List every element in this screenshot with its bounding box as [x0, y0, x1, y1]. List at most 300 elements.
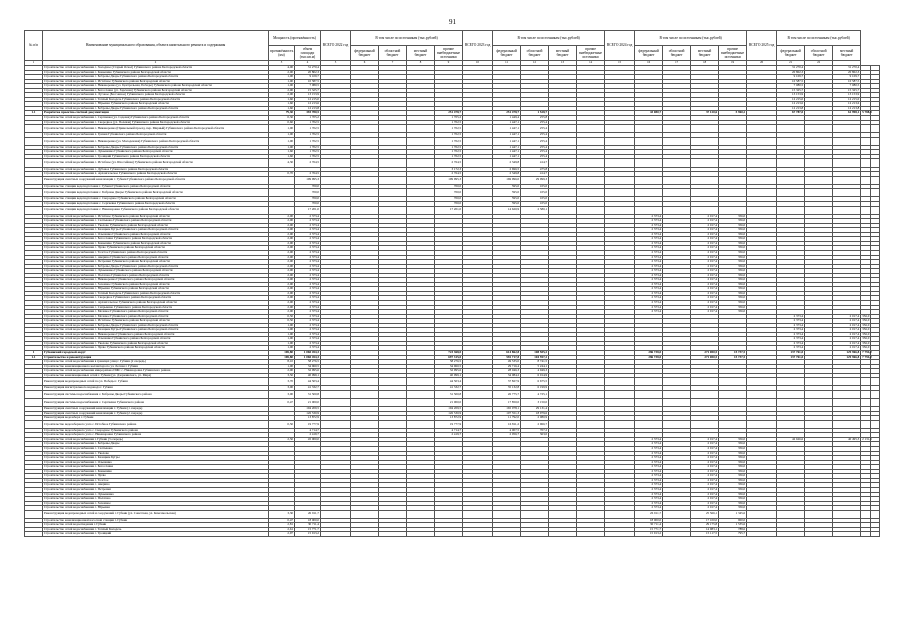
amount-cell: 414,7 — [521, 159, 549, 167]
amount-cell: 4 007,5 — [493, 428, 521, 433]
amount-cell — [805, 159, 833, 167]
object-name: Строительство водозаборного узла с. Никаноровка Губкинского района — [43, 433, 269, 438]
amount-cell: 19 777,9 — [435, 420, 463, 428]
amount-cell — [663, 137, 691, 145]
amount-cell — [719, 176, 747, 184]
amount-cell — [605, 532, 635, 537]
amount-cell: 2 017,4 — [691, 300, 719, 305]
amount-cell: 595,0 — [493, 189, 521, 197]
amount-cell: 49 535,0 — [493, 360, 521, 365]
amount-cell — [605, 206, 635, 214]
amount-cell — [691, 137, 719, 145]
amount-cell — [321, 159, 351, 167]
amount-cell — [805, 137, 833, 145]
amount-cell: 356,0 — [719, 223, 747, 228]
amount-cell: 15 117,5 — [691, 532, 719, 537]
amount-cell — [321, 378, 351, 386]
capacity-area: 30 711,4 — [295, 523, 321, 528]
capacity-area: 2 373,4 — [295, 228, 321, 233]
amount-cell — [605, 159, 635, 167]
header-incl-c: В том числе по источникам (тыс.рублей) — [635, 31, 747, 46]
amount-cell — [777, 137, 805, 145]
amount-cell: 2 017,4 — [691, 442, 719, 447]
amount-cell — [463, 399, 493, 407]
capacity-km: 2,61 — [269, 527, 295, 532]
row-number — [25, 137, 43, 145]
amount-cell: 194 209,5 — [435, 407, 463, 412]
capacity-km: 1,00 — [269, 145, 295, 150]
amount-cell: 356,0 — [719, 465, 747, 470]
amount-cell: 356,0 — [719, 296, 747, 301]
amount-cell — [870, 510, 879, 518]
amount-cell — [805, 420, 833, 428]
capacity-area: 2 373,4 — [295, 250, 321, 255]
amount-cell — [870, 420, 879, 428]
header-src-loc: местный бюджет — [407, 46, 435, 61]
capacity-km: 1,00 — [269, 337, 295, 342]
amount-cell: 2 373,4 — [635, 287, 663, 292]
capacity-km: 0,47 — [269, 399, 295, 407]
amount-cell: 2 017,4 — [691, 506, 719, 511]
capacity-km: 2,00 — [269, 232, 295, 237]
capacity-area: 19 777,9 — [295, 420, 321, 428]
amount-cell: 251 478,7 — [435, 111, 463, 116]
table-row — [25, 532, 880, 537]
amount-cell — [719, 390, 747, 398]
capacity-area: 2 373,4 — [295, 241, 321, 246]
amount-cell — [549, 532, 577, 537]
amount-cell — [463, 176, 493, 184]
amount-cell: 2 373,4 — [635, 296, 663, 301]
amount-cell: 2 017,4 — [691, 269, 719, 274]
amount-cell: 21 000,0 — [435, 399, 463, 407]
amount-cell: 2 017,4 — [691, 437, 719, 442]
amount-cell — [691, 420, 719, 428]
amount-cell — [719, 137, 747, 145]
object-name: Строительство сетей водоснабжения с. Ольшанка — [43, 460, 269, 465]
amount-cell — [747, 390, 777, 398]
object-name: Реконструкция очистных сооружений канализации г. Губкин (1 очередь) — [43, 407, 269, 412]
object-name: Строительство сетей водоснабжения с. Бобровы Дворы Губкинского района Белгородской области — [43, 145, 269, 150]
amount-cell — [577, 125, 605, 133]
amount-cell — [463, 125, 493, 133]
capacity-area: 2 373,4 — [295, 300, 321, 305]
amount-cell: 255,4 — [521, 145, 549, 150]
capacity-area: 1 702,5 — [295, 120, 321, 125]
amount-cell: 356,0 — [719, 487, 747, 492]
amount-cell: 356,0 — [719, 474, 747, 479]
amount-cell — [691, 399, 719, 407]
amount-cell: 271 000,5 — [691, 351, 719, 356]
amount-cell — [549, 159, 577, 167]
header-total-b: ВСЕГО 2023 год — [463, 31, 493, 61]
amount-cell: 2 373,4 — [635, 460, 663, 465]
amount-cell: 356,0 — [719, 456, 747, 461]
amount-cell: 42 626,6 — [777, 437, 805, 442]
amount-cell: 2 373,4 — [635, 305, 663, 310]
capacity-area: 700,0 — [295, 189, 321, 197]
amount-cell: 356,0 — [719, 255, 747, 260]
capacity-area: 15 771,7 — [295, 527, 321, 532]
object-name: Строительство канализационных сетей г. Губкин (ул. Дзержинского, ул. Мира) — [43, 373, 269, 378]
amount-cell: 4 714,7 — [435, 428, 463, 433]
amount-cell: 17 100,0 — [691, 518, 719, 523]
capacity-km: 1,60 — [269, 154, 295, 159]
amount-cell: 900,0 — [719, 518, 747, 523]
object-name: Строительство сетей водоснабжения с. Коньшино Губкинского района Белгородской области — [43, 241, 269, 246]
amount-cell: 129 966,8 — [833, 351, 861, 356]
amount-cell: 255,4 — [521, 120, 549, 125]
amount-cell — [663, 510, 691, 518]
amount-cell: 2 017,4 — [691, 469, 719, 474]
amount-cell: 2 373,4 — [777, 346, 805, 351]
amount-cell: 105,0 — [521, 197, 549, 202]
amount-cell — [747, 159, 777, 167]
amount-cell — [777, 420, 805, 428]
amount-cell — [407, 125, 435, 133]
column-number: 7 — [379, 61, 407, 66]
capacity-km: 2,00 — [269, 237, 295, 242]
amount-cell — [747, 510, 777, 518]
amount-cell: 356,0 — [719, 269, 747, 274]
amount-cell: 2 373,4 — [635, 451, 663, 456]
amount-cell — [805, 125, 833, 133]
row-number — [25, 399, 43, 407]
amount-cell — [379, 532, 407, 537]
amount-cell — [691, 206, 719, 214]
capacity-km: 2,00 — [269, 273, 295, 278]
amount-cell — [777, 189, 805, 197]
amount-cell — [379, 399, 407, 407]
amount-cell — [635, 189, 663, 197]
capacity-area: 2 373,4 — [295, 260, 321, 265]
amount-cell — [435, 510, 463, 518]
amount-cell: 2 131,3 — [862, 436, 872, 441]
amount-cell: 40 099,1 — [435, 373, 463, 378]
object-name: Строительство сетей водоснабжения с. Теплый Колодезь Губкинского района Белгородской области — [43, 97, 269, 102]
capacity-km: 0,30 — [269, 116, 295, 121]
object-name: Строительство сетей водоснабжения с. Сапрыкино Губкинского района Белгородской области — [43, 305, 269, 310]
amount-cell — [463, 378, 493, 386]
capacity-km: 2,81 — [269, 523, 295, 528]
amount-cell: 2 373,4 — [635, 291, 663, 296]
amount-cell — [435, 532, 463, 537]
capacity-area: 2 373,4 — [295, 214, 321, 219]
amount-cell — [691, 159, 719, 167]
object-name: Строительство канализационного коллектора по ул. Лесная г. Губкин — [43, 364, 269, 369]
amount-cell: 2 017,4 — [691, 255, 719, 260]
amount-cell — [747, 206, 777, 214]
header-capacity-km: протяжённость (км) — [269, 46, 295, 61]
amount-cell — [379, 510, 407, 518]
amount-cell: 1 702,5 — [435, 154, 463, 159]
amount-cell: 2 764,5 — [435, 172, 463, 177]
object-name: Строительство сетей водоснабжения с. Теплый Колодезь — [43, 527, 269, 532]
amount-cell — [833, 510, 861, 518]
amount-cell: 356,0 — [719, 451, 747, 456]
object-name: Строительство сетей водоснабжения с. Бобровы Дворы Губкинского района Белгородской области — [43, 106, 269, 111]
amount-cell: 104 597,2 — [521, 355, 549, 360]
amount-cell — [663, 206, 691, 214]
amount-cell: 25 566,1 — [691, 510, 719, 518]
object-name: Строительство сетей водоснабжения с. Мелавое Губкинского района Белгородской области — [43, 310, 269, 315]
amount-cell: 2 373,4 — [635, 310, 663, 315]
header-total-c: ВСЕГО 2024 год — [605, 31, 635, 61]
amount-cell: 40 495,3 — [833, 437, 861, 442]
amount-cell: 614 862,8 — [493, 351, 521, 356]
amount-cell: 356,0 — [719, 287, 747, 292]
amount-cell — [379, 159, 407, 167]
amount-cell — [379, 125, 407, 133]
amount-cell — [321, 176, 351, 184]
amount-cell: 1 345,6 — [719, 510, 747, 518]
amount-cell: 107 551,3 — [493, 411, 521, 416]
column-number: 10 — [463, 61, 493, 66]
capacity-area: 45 000,0 — [295, 437, 321, 442]
amount-cell: 356,0 — [862, 336, 870, 341]
amount-cell: 29 175,8 — [691, 523, 719, 528]
object-name: Строительство сетей водоснабжения с. Чуево Губкинского района Белгородской области — [43, 346, 269, 351]
amount-cell: 1 447,1 — [493, 154, 521, 159]
amount-cell: 41 332,7 — [435, 386, 463, 391]
row-number — [25, 176, 43, 184]
object-name: Строительство сетей водоснабжения с. Уколово Губкинского района Белгородской области — [43, 223, 269, 228]
amount-cell — [351, 176, 379, 184]
capacity-area: 2 373,4 — [295, 273, 321, 278]
object-name: Реконструкция системы водоснабжения с. Бобровы Дворы Губкинского района — [43, 390, 269, 398]
header-src-fed: федеральный бюджет — [777, 46, 805, 61]
header-src-loc: местный бюджет — [549, 46, 577, 61]
amount-cell: 4 725,1 — [521, 390, 549, 398]
amount-cell: 700,0 — [435, 197, 463, 202]
amount-cell: 2 017,4 — [691, 483, 719, 488]
object-name: Строительство канализационной насосной станции г. Губкин — [43, 518, 269, 523]
table-header — [25, 31, 880, 66]
capacity-km: 2,00 — [269, 282, 295, 287]
object-name: Строительство сетей водоснабжения с. Уколово Губкинского района Белгородской области — [43, 341, 269, 346]
amount-cell: 16 811,2 — [493, 420, 521, 428]
capacity-area: 1 702,5 — [295, 154, 321, 159]
amount-cell: 1 447,1 — [493, 120, 521, 125]
amount-cell: 356,0 — [719, 214, 747, 219]
amount-cell: 2 017,4 — [833, 341, 861, 346]
amount-cell — [663, 532, 691, 537]
object-name: Строительство сетей водоснабжения микрорайона ИЖС с. Никаноровка Губкинского района — [43, 369, 269, 374]
capacity-area: 2 764,5 — [295, 159, 321, 167]
amount-cell: 2 017,4 — [691, 219, 719, 224]
object-name: Строительство сетей водоснабжения с. Ольшанка Губкинского района Белгородской области — [43, 232, 269, 237]
amount-cell: 2 017,4 — [691, 282, 719, 287]
amount-cell — [351, 532, 379, 537]
capacity-km: 2,00 — [269, 305, 295, 310]
amount-cell — [549, 390, 577, 398]
amount-cell — [351, 378, 379, 386]
amount-cell — [777, 176, 805, 184]
amount-cell — [605, 378, 635, 386]
amount-cell: 2 373,4 — [777, 332, 805, 337]
amount-cell — [577, 420, 605, 428]
amount-cell: 2 373,4 — [635, 273, 663, 278]
capacity-km: 1,00 — [269, 332, 295, 337]
capacity-km: 1,60 — [269, 102, 295, 107]
column-number: 8 — [407, 61, 435, 66]
header-capacity: Мощность (протяжённость) — [269, 31, 321, 46]
amount-cell — [407, 399, 435, 407]
amount-cell — [407, 189, 435, 197]
amount-cell — [577, 378, 605, 386]
amount-cell: 2 373,4 — [635, 214, 663, 219]
amount-cell: 356,0 — [719, 237, 747, 242]
amount-cell — [805, 206, 833, 214]
amount-cell: 2 373,4 — [777, 328, 805, 333]
object-name: Строительство станции водоподготовки с. Никаноровка Губкинского района Белгородской области — [43, 206, 269, 214]
amount-cell: 2 017,4 — [691, 237, 719, 242]
amount-cell: 595,0 — [493, 201, 521, 206]
object-name: Строительство сетей водоснабжения с. Богословка — [43, 465, 269, 470]
object-name: Строительство и реконструкция — [43, 355, 269, 360]
amount-cell: 18 000,0 — [635, 518, 663, 523]
object-name: Строительство сетей водоснабжения с. Бобровы Дворы Губкинского района Белгородской области — [43, 75, 269, 80]
object-name: Строительство сетей водоснабжения с. Ольшанка Губкинского района Белгородской области — [43, 337, 269, 342]
capacity-km: 1,60 — [269, 97, 295, 102]
amount-cell: 592 717,8 — [493, 355, 521, 360]
amount-cell: 1 702,5 — [435, 133, 463, 138]
amount-cell — [635, 378, 663, 386]
object-name: Строительство сетей водоснабжения с. Истобное Губкинского района Белгородской области — [43, 319, 269, 324]
amount-cell — [379, 378, 407, 386]
amount-cell: 2 373,4 — [635, 260, 663, 265]
amount-cell: 356,0 — [862, 327, 870, 332]
capacity-area: 2 373,4 — [295, 341, 321, 346]
amount-cell: 14 983,1 — [691, 527, 719, 532]
amount-cell: 2 349,8 — [493, 159, 521, 167]
amount-cell: 356,0 — [719, 469, 747, 474]
capacity-km: 0,47 — [269, 518, 295, 523]
amount-cell: 2 017,4 — [691, 310, 719, 315]
object-name: Строительство сетей водоснабжения с. Юрьевка Губкинского района Белгородской области — [43, 102, 269, 107]
amount-cell — [351, 399, 379, 407]
amount-cell: 356,0 — [862, 313, 870, 318]
amount-cell: 356,0 — [719, 300, 747, 305]
amount-cell: 2 373,4 — [635, 264, 663, 269]
capacity-km: 2,00 — [269, 269, 295, 274]
capacity-km: 1,00 — [269, 137, 295, 145]
object-name: Строительство сетей водоснабжения с. Уколово — [43, 451, 269, 456]
column-number: 12 — [521, 61, 549, 66]
capacity-area: 2 373,4 — [295, 278, 321, 283]
amount-cell: 6 199,9 — [521, 386, 549, 391]
amount-cell: 44 503,4 — [435, 378, 463, 386]
amount-cell: 8 741,5 — [521, 360, 549, 365]
column-number: 21 — [777, 61, 805, 66]
amount-cell — [663, 176, 691, 184]
amount-cell: 12 213,8 — [833, 106, 861, 111]
amount-cell: 2 017,4 — [691, 296, 719, 301]
amount-cell — [321, 206, 351, 214]
capacity-km: 0,50 — [269, 420, 295, 428]
amount-cell: 105,0 — [521, 184, 549, 189]
amount-cell: 15 737,5 — [719, 351, 747, 356]
header-src-loc: местный бюджет — [833, 46, 861, 61]
amount-cell: 1 702,5 — [435, 120, 463, 125]
object-name: Строительство сетей водоснабжения с. Петровки — [43, 487, 269, 492]
amount-cell: 1 702,5 — [435, 125, 463, 133]
header-src-reg: областной бюджет — [521, 46, 549, 61]
amount-cell — [577, 137, 605, 145]
amount-cell — [635, 159, 663, 167]
amount-cell: 9 109,7 — [833, 75, 861, 80]
capacity-area: 44 503,4 — [295, 378, 321, 386]
object-name: Строительство сетей водоснабжения с. Никаноровка (ул. Молодежная) Губкинского района Белгородской области — [43, 137, 269, 145]
object-name: Реконструкция водозабора г. Губкин — [43, 416, 269, 421]
amount-cell: 37 120,6 — [691, 111, 719, 116]
amount-cell — [549, 137, 577, 145]
page-number: 91 — [449, 18, 456, 26]
amount-cell — [861, 399, 870, 407]
amount-cell: 707,2 — [521, 428, 549, 433]
amount-cell: 2 373,4 — [635, 474, 663, 479]
object-name: Строительство сетей водоснабжения с. Богословка (ул. Заречная) Губкинского района Белгородской области — [43, 88, 269, 93]
amount-cell: 255,4 — [521, 133, 549, 138]
amount-cell: 108 505,2 — [521, 351, 549, 356]
header-incl-b: В том числе по источникам (тыс.рублей) — [493, 31, 605, 46]
amount-cell: 169 996,0 — [493, 176, 521, 184]
amount-cell: 13 153,9 — [777, 93, 805, 98]
capacity-km: 169,80 — [269, 351, 295, 356]
amount-cell: 67 787,0 — [777, 111, 805, 116]
amount-cell — [351, 206, 379, 214]
capacity-area: 2 373,4 — [295, 319, 321, 324]
capacity-km: 1,00 — [269, 79, 295, 84]
amount-cell: 255,4 — [521, 125, 549, 133]
amount-cell: 356,0 — [719, 260, 747, 265]
object-name: Строительство водозаборного узла с. Скородное Губкинского района — [43, 428, 269, 433]
amount-cell: 2 373,4 — [777, 319, 805, 324]
amount-cell: 126 530,9 — [435, 411, 463, 416]
capacity-area: 32 995,6 — [295, 369, 321, 374]
capacity-km: 3,50 — [269, 373, 295, 378]
row-number — [25, 125, 43, 133]
object-name: Строительство станции водоподготовки г. Губкин Губкинского района Белгородской области — [43, 184, 269, 189]
object-name: Строительство сетей водоснабжения х. Архангельское Губкинского района Белгородской области — [43, 172, 269, 177]
amount-cell: 4 949,3 — [521, 369, 549, 374]
amount-cell — [407, 378, 435, 386]
capacity-area: 2 373,4 — [295, 346, 321, 351]
amount-cell: 3 172,3 — [435, 167, 463, 172]
capacity-area: 15 913,2 — [295, 532, 321, 537]
amount-cell: 2 373,4 — [635, 250, 663, 255]
amount-cell: 28 046,3 — [493, 369, 521, 374]
column-number: 15 — [605, 61, 635, 66]
capacity-km: 1,60 — [269, 150, 295, 155]
amount-cell: 2 017,4 — [691, 250, 719, 255]
column-number: 4 — [295, 61, 321, 66]
amount-cell: 2 017,4 — [691, 278, 719, 283]
amount-cell — [861, 176, 870, 184]
amount-cell: 2 017,4 — [691, 214, 719, 219]
header-src-oth: прочие внебюджетные источники — [577, 46, 605, 61]
capacity-area: 31 270,4 — [295, 66, 321, 71]
amount-cell: 1 447,1 — [493, 145, 521, 150]
header-src-loc: местный бюджет — [691, 46, 719, 61]
amount-cell: 2 373,4 — [635, 492, 663, 497]
amount-cell: 2 373,4 — [635, 465, 663, 470]
capacity-area: 15 325,7 — [295, 88, 321, 93]
amount-cell: 3 150,0 — [521, 399, 549, 407]
capacity-km: 169,80 — [269, 355, 295, 360]
amount-cell: 286 738,0 — [635, 355, 663, 360]
row-number — [25, 420, 43, 428]
